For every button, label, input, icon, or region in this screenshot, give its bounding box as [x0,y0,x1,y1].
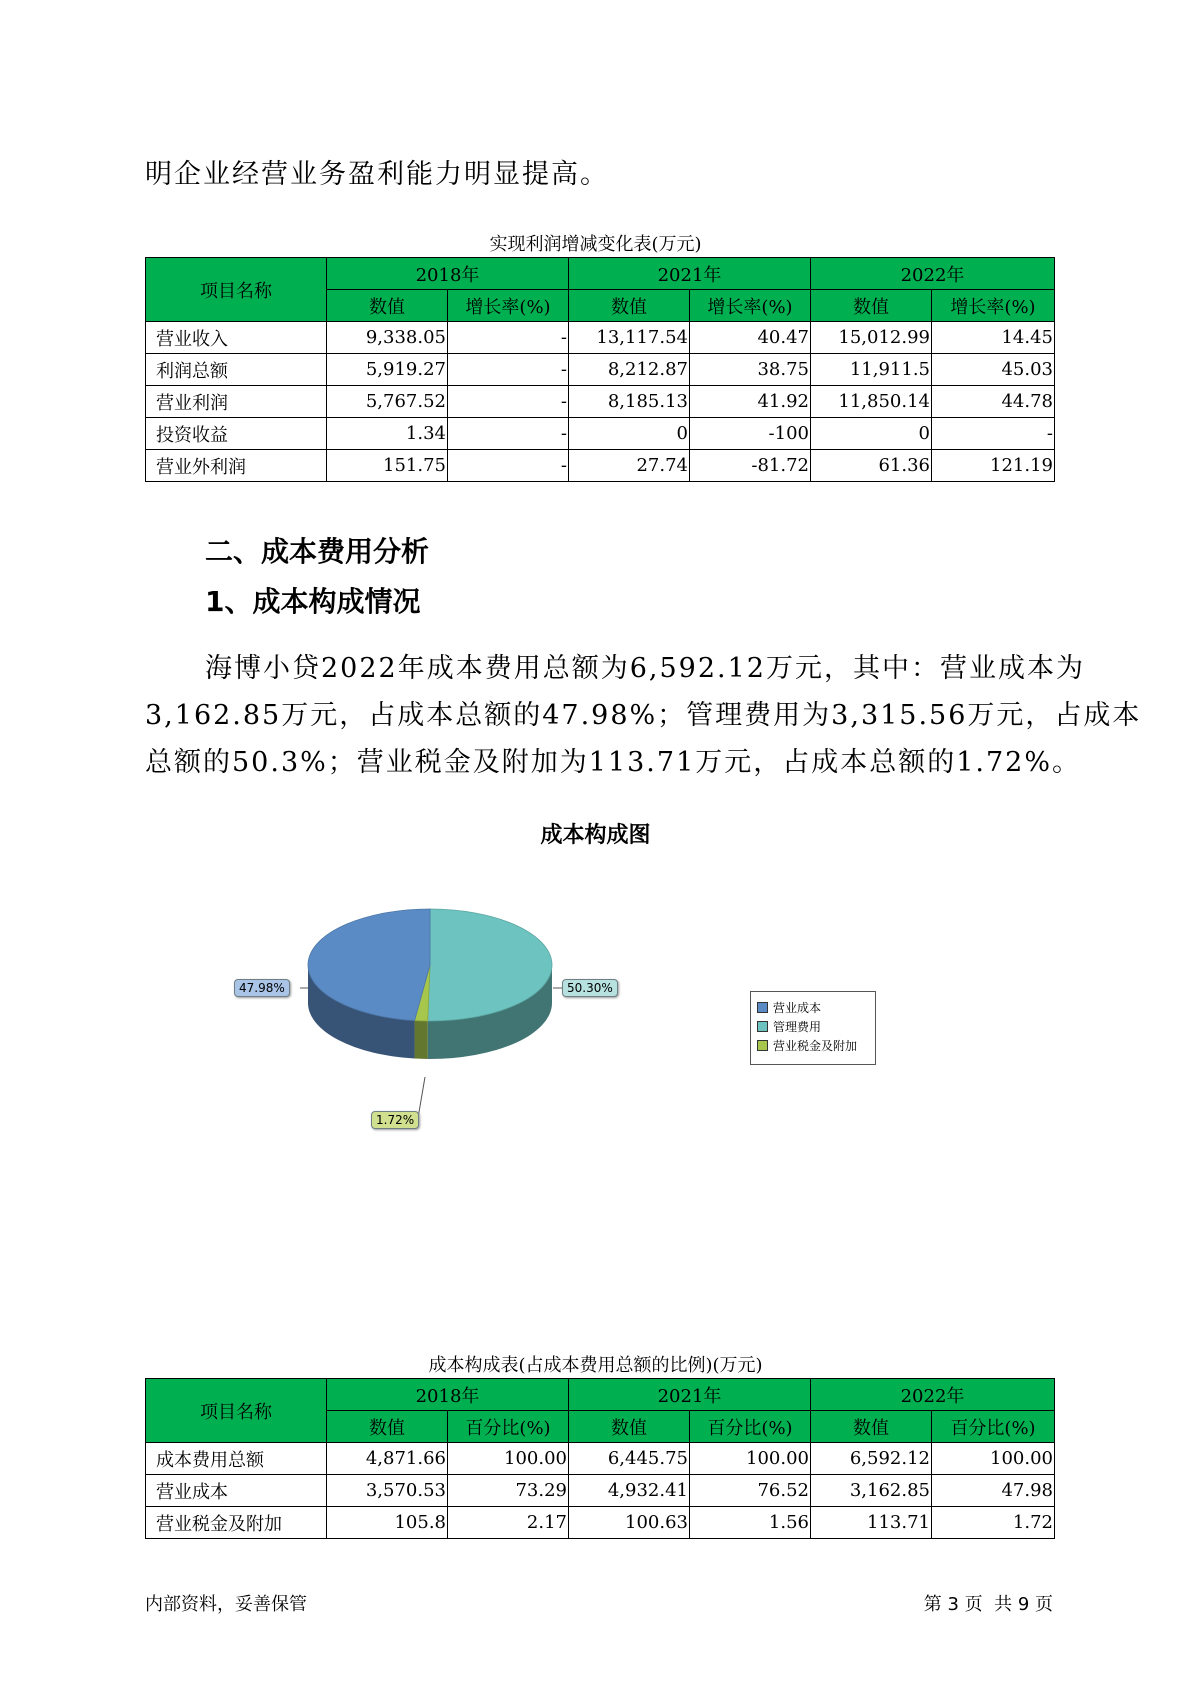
cell: -81.72 [690,450,811,482]
slice-label: 1.72% [371,1111,419,1129]
section-heading: 二、成本费用分析 [205,535,430,568]
cell: 15,012.99 [811,322,932,354]
table-row [146,1475,1055,1507]
table1-subheader: 数值 [327,290,448,322]
table2-caption: 成本构成表(占成本费用总额的比例)(万元) [428,1355,763,1376]
row-name: 营业收入 [146,322,327,354]
cell: 41.92 [690,386,811,418]
cell: 5,767.52 [327,386,448,418]
cell: 1.34 [327,418,448,450]
paragraph-line: 总额的50.3%；营业税金及附加为113.71万元，占成本总额的1.72%。 [145,747,1082,778]
cell: 151.75 [327,450,448,482]
cell: 9,338.05 [327,322,448,354]
cost-table [145,1378,1055,1539]
cell: 105.8 [327,1507,448,1539]
table1-year-header: 2018年 [327,258,569,290]
cell: 61.36 [811,450,932,482]
table-row [146,1507,1055,1539]
table1-subheader: 增长率(%) [690,290,811,322]
row-name: 营业利润 [146,386,327,418]
cell: 11,911.5 [811,354,932,386]
leader-line [418,1077,425,1118]
cell: 0 [569,418,690,450]
table1-subheader: 增长率(%) [932,290,1055,322]
cell: 6,445.75 [569,1443,690,1475]
row-name: 成本费用总额 [146,1443,327,1475]
cell: 113.71 [811,1507,932,1539]
cell: 5,919.27 [327,354,448,386]
cell: - [932,418,1055,450]
cell: 38.75 [690,354,811,386]
cell: 76.52 [690,1475,811,1507]
legend-label: 营业税金及附加 [773,1039,858,1053]
sub-heading: 1、成本构成情况 [205,585,421,618]
cell: 4,932.41 [569,1475,690,1507]
intro-line: 明企业经营业务盈利能力明显提高。 [145,159,609,190]
table2-subheader: 百分比(%) [690,1411,811,1443]
table2-year-header: 2018年 [327,1379,569,1411]
table1-year-header: 2022年 [811,258,1055,290]
legend-swatch [757,1002,768,1013]
cell: 100.00 [448,1443,569,1475]
table1-caption: 实现利润增减变化表(万元) [489,234,702,255]
cell: 6,592.12 [811,1443,932,1475]
table2-year-header: 2021年 [569,1379,811,1411]
cell: 47.98 [932,1475,1055,1507]
table-row [146,1443,1055,1475]
legend-label: 营业成本 [773,1001,822,1015]
table1-subheader: 数值 [569,290,690,322]
pie-slices [308,909,552,1021]
cell: - [448,450,569,482]
slice-label: 50.30% [562,979,618,997]
row-name: 营业成本 [146,1475,327,1507]
footer-page-number: 第 3 页 共 9 页 [923,1594,1053,1615]
cell: 8,212.87 [569,354,690,386]
slice-tax-surcharge-side [415,1021,428,1059]
cell: 27.74 [569,450,690,482]
cell: 100.00 [932,1443,1055,1475]
row-name: 营业外利润 [146,450,327,482]
cell: 100.63 [569,1507,690,1539]
cell: 100.00 [690,1443,811,1475]
table2-subheader: 百分比(%) [932,1411,1055,1443]
legend-swatch [757,1021,768,1032]
cell: 3,570.53 [327,1475,448,1507]
table1-subheader: 增长率(%) [448,290,569,322]
cell: 13,117.54 [569,322,690,354]
cell: 2.17 [448,1507,569,1539]
table1-year-header: 2021年 [569,258,811,290]
legend-swatch [757,1040,768,1051]
cell: 40.47 [690,322,811,354]
paragraph-line: 3,162.85万元，占成本总额的47.98%；管理费用为3,315.56万元，占成本 [145,700,1142,731]
cell: 121.19 [932,450,1055,482]
cell: 14.45 [932,322,1055,354]
table2-year-header: 2022年 [811,1379,1055,1411]
table2-subheader: 数值 [811,1411,932,1443]
cell: 1.56 [690,1507,811,1539]
cell: 45.03 [932,354,1055,386]
table2-subheader: 百分比(%) [448,1411,569,1443]
cell: 1.72 [932,1507,1055,1539]
row-name: 投资收益 [146,418,327,450]
legend-item [757,1017,869,1036]
row-name: 利润总额 [146,354,327,386]
legend-item [757,1036,869,1055]
table1-subheader: 数值 [811,290,932,322]
cell: 4,871.66 [327,1443,448,1475]
cell: 11,850.14 [811,386,932,418]
chart-title: 成本构成图 [540,823,651,848]
table1-name-header: 项目名称 [146,258,327,322]
row-name: 营业税金及附加 [146,1507,327,1539]
table2-subheader: 数值 [569,1411,690,1443]
slice-label: 47.98% [234,979,290,997]
cell: - [448,354,569,386]
legend-item [757,998,869,1017]
cell: - [448,322,569,354]
cell: 3,162.85 [811,1475,932,1507]
footer-left: 内部资料，妥善保管 [145,1594,307,1615]
cell: -100 [690,418,811,450]
table2-subheader: 数值 [327,1411,448,1443]
legend-label: 管理费用 [773,1020,822,1034]
cell: 0 [811,418,932,450]
chart-legend [750,991,876,1065]
table2-name-header: 项目名称 [146,1379,327,1443]
cell: - [448,418,569,450]
cell: 44.78 [932,386,1055,418]
cell: 73.29 [448,1475,569,1507]
cell: - [448,386,569,418]
cell: 8,185.13 [569,386,690,418]
paragraph-line: 海博小贷2022年成本费用总额为6,592.12万元，其中：营业成本为 [205,653,1085,684]
